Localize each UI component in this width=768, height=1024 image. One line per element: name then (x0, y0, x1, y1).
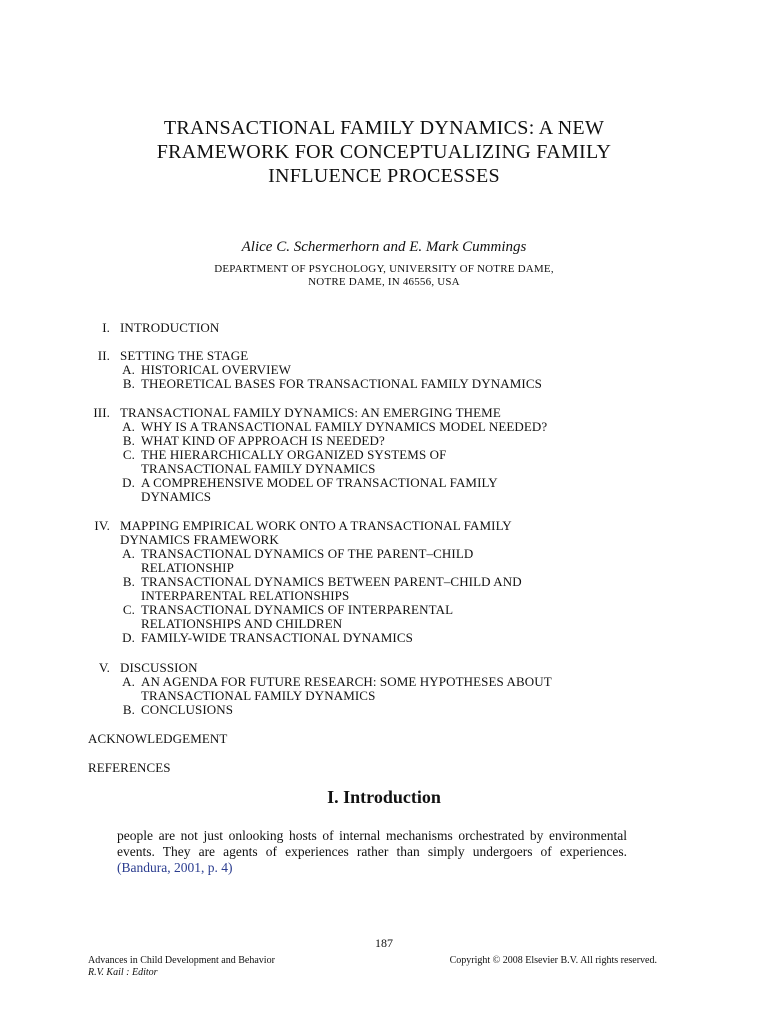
toc-entry: MAPPING EMPIRICAL WORK ONTO A TRANSACTIONAL FAMILY (120, 518, 512, 533)
toc-letter: B. (122, 433, 135, 448)
series-editor: R.V. Kail : Editor (88, 967, 158, 978)
toc-letter: A. (122, 362, 135, 377)
toc-subentry-continuation: TRANSACTIONAL FAMILY DYNAMICS (141, 461, 376, 476)
epigraph-quote (117, 828, 627, 876)
toc-subentry: TRANSACTIONAL DYNAMICS OF INTERPARENTAL (141, 602, 454, 617)
toc-subentry-continuation: RELATIONSHIP (141, 560, 234, 575)
title-line: FRAMEWORK FOR CONCEPTUALIZING FAMILY (156, 141, 612, 163)
toc-letter: A. (122, 674, 135, 689)
toc-number: II. (97, 348, 110, 363)
toc-letter: B. (122, 702, 135, 717)
toc-number: I. (102, 320, 110, 335)
title-line: TRANSACTIONAL FAMILY DYNAMICS: A NEW (163, 117, 605, 139)
toc-subentry: AN AGENDA FOR FUTURE RESEARCH: SOME HYPOTHESES ABOUT (141, 674, 552, 689)
toc-letter: B. (122, 376, 135, 391)
toc-letter: A. (122, 419, 135, 434)
toc-subentry: THE HIERARCHICALLY ORGANIZED SYSTEMS OF (141, 447, 447, 462)
series-name: Advances in Child Development and Behavior (88, 955, 275, 966)
toc-subentry: HISTORICAL OVERVIEW (141, 362, 291, 377)
toc-letter: C. (122, 602, 135, 617)
toc-subentry: A COMPREHENSIVE MODEL OF TRANSACTIONAL FAMILY (141, 475, 498, 490)
toc-letter: D. (122, 630, 135, 645)
toc-subentry: TRANSACTIONAL DYNAMICS BETWEEN PARENT–CHILD AND (141, 574, 522, 589)
toc-entry: INTRODUCTION (120, 320, 220, 335)
toc-references: REFERENCES (88, 760, 171, 775)
toc-letter: B. (122, 574, 135, 589)
title-line: INFLUENCE PROCESSES (268, 165, 500, 187)
toc-subentry: FAMILY-WIDE TRANSACTIONAL DYNAMICS (141, 630, 413, 645)
quote-citation-link[interactable]: (Bandura, 2001, p. 4) (117, 860, 233, 875)
authors: Alice C. Schermerhorn and E. Mark Cummings (241, 239, 527, 255)
toc-acknowledgement: ACKNOWLEDGEMENT (88, 731, 228, 746)
toc-subentry: WHAT KIND OF APPROACH IS NEEDED? (141, 433, 385, 448)
toc-letter: A. (122, 546, 135, 561)
toc-subentry: THEORETICAL BASES FOR TRANSACTIONAL FAMILY DYNAMICS (141, 376, 542, 391)
toc-letter: C. (122, 447, 135, 462)
toc-number: V. (98, 660, 110, 675)
section-heading: I. Introduction (327, 787, 441, 807)
toc-subentry-continuation: RELATIONSHIPS AND CHILDREN (141, 616, 343, 631)
quote-text: people are not just onlooking hosts of internal mechanisms orchestrated by environmental events. They are agents of experiences rather than simply undergoers of experiences. (117, 828, 627, 859)
toc-entry: DISCUSSION (120, 660, 198, 675)
toc-number: III. (93, 405, 110, 420)
toc-entry: SETTING THE STAGE (120, 348, 249, 363)
footer-copyright: Copyright © 2008 Elsevier B.V. All rights reserved. (449, 955, 657, 966)
toc-subentry-continuation: INTERPARENTAL RELATIONSHIPS (141, 588, 350, 603)
toc-subentry-continuation: TRANSACTIONAL FAMILY DYNAMICS (141, 688, 376, 703)
toc-entry-continuation: DYNAMICS FRAMEWORK (120, 532, 279, 547)
toc-subentry-continuation: DYNAMICS (141, 489, 212, 504)
footer-series (88, 955, 275, 979)
page-number: 187 (375, 936, 393, 950)
toc-subentry: CONCLUSIONS (141, 702, 234, 717)
toc-entry: TRANSACTIONAL FAMILY DYNAMICS: AN EMERGING THEME (120, 405, 501, 420)
affiliation-line: DEPARTMENT OF PSYCHOLOGY, UNIVERSITY OF NOTRE DAME, (214, 263, 554, 275)
toc-subentry: WHY IS A TRANSACTIONAL FAMILY DYNAMICS MODEL NEEDED? (141, 419, 548, 434)
affiliation-line: NOTRE DAME, IN 46556, USA (308, 276, 460, 288)
toc-number: IV. (94, 518, 110, 533)
toc-letter: D. (122, 475, 135, 490)
toc-subentry: TRANSACTIONAL DYNAMICS OF THE PARENT–CHILD (141, 546, 474, 561)
